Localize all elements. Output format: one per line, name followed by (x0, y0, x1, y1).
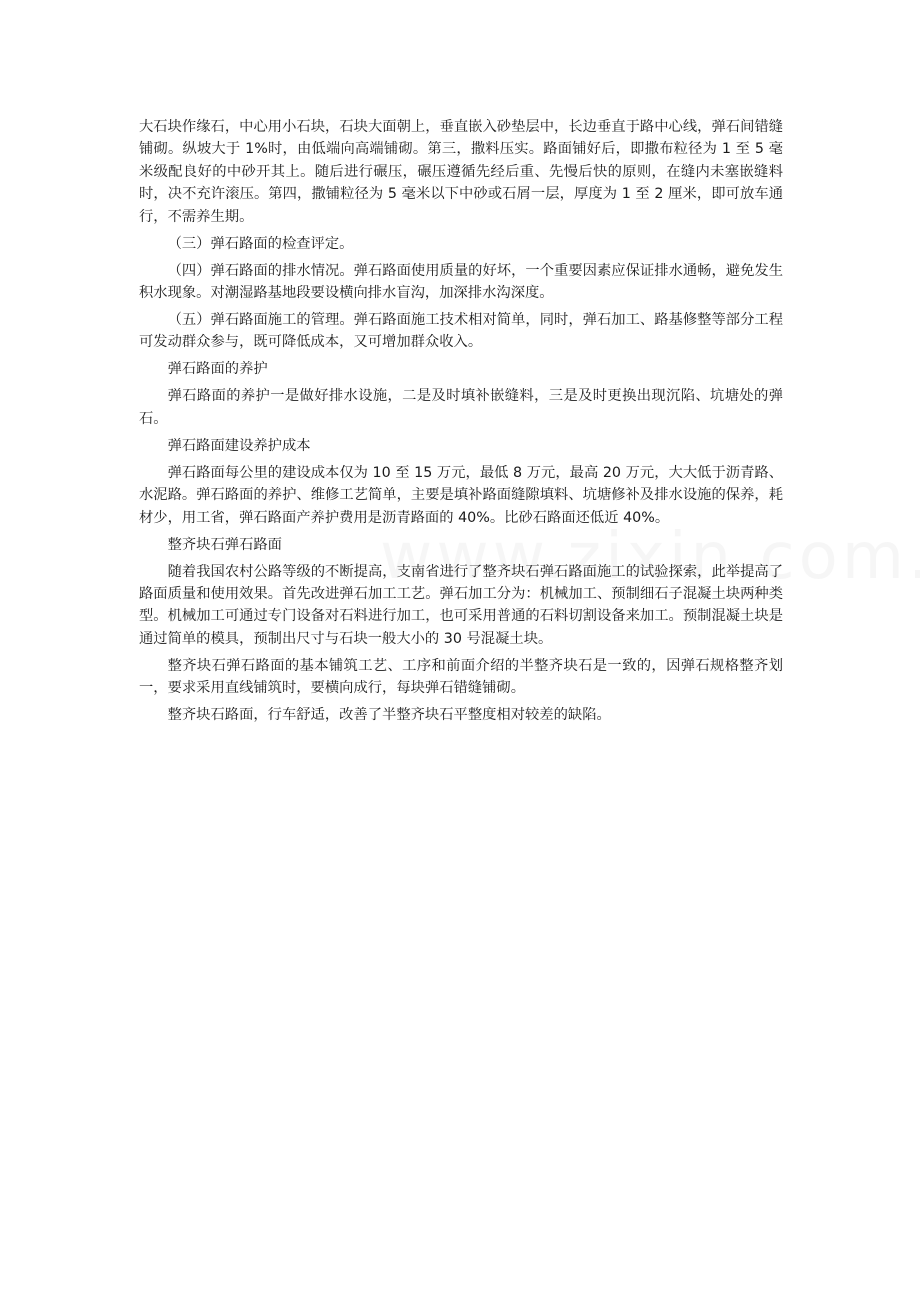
paragraph-regular-block-process: 整齐块石弹石路面的基本铺筑工艺、工序和前面介绍的半整齐块石是一致的，因弹石规格整齐划一，要求采用直线铺筑时，要横向成行，每块弹石错缝铺砌。 (139, 657, 783, 697)
section-heading-maintenance: 弹石路面的养护 (167, 361, 268, 378)
paragraph-drainage: （四）弹石路面的排水情况。弹石路面使用质量的好坏，一个重要因素应保证排水通畅，避免发生积水现象。对潮湿路基地段要设横向排水盲沟，加深排水沟深度。 (139, 262, 783, 302)
paragraph-cost: 弹石路面每公里的建设成本仅为 10 至 15 万元，最低 8 万元，最高 20 万元，大大低于沥青路、水泥路。弹石路面的养护、维修工艺简单，主要是填补路面缝隙填料、坑塘修补及排水设施的保养，耗材少，用工省，弹石路面产养护费用是沥青路面的 40%。比砂石路面还低近 40%。 (139, 464, 783, 526)
paragraph-construction-steps: 大石块作缘石，中心用小石块，石块大面朝上，垂直嵌入砂垫层中，长边垂直于路中心线，弹石间错缝铺砌。纵坡大于 1%时，由低端向高端铺砌。第三，撒料压实。路面铺好后，即撒布粒径为 1 至 5 毫米级配良好的中砂开其上。随后进行碾压，碾压遵循先经后重、先慢后快的原则，在缝内未塞嵌缝料时，决不充许滚压。第四，撒铺粒径为 5 毫米以下中砂或石屑一层，厚度为 1 至 2 厘米，即可放车通行，不需养生期。 (139, 119, 783, 225)
document-body (139, 116, 783, 727)
paragraph-inspection: （三）弹石路面的检查评定。 (167, 235, 354, 252)
section-heading-cost: 弹石路面建设养护成本 (167, 437, 311, 454)
paragraph-maintenance: 弹石路面的养护一是做好排水设施，二是及时填补嵌缝料，三是及时更换出现沉陷、坑塘处的弹石。 (139, 388, 783, 427)
paragraph-regular-block-intro: 随着我国农村公路等级的不断提高，支南省进行了整齐块石弹石路面施工的试验探索，此举提高了路面质量和使用效果。首先改进弹石加工工艺。弹石加工分为：机械加工、预制细石子混凝土块两种类型。机械加工可通过专门设备对石料进行加工，也可采用普通的石料切割设备来加工。预制混凝土块是通过简单的模具，预制出尺寸与石块一般大小的 30 号混凝土块。 (139, 563, 783, 647)
paragraph-management: （五）弹石路面施工的管理。弹石路面施工技术相对简单，同时，弹石加工、路基修整等部分工程可发动群众参与，既可降低成本，又可增加群众收入。 (139, 312, 783, 351)
section-heading-regular-block: 整齐块石弹石路面 (167, 536, 282, 553)
paragraph-regular-block-benefit: 整齐块石路面，行车舒适，改善了半整齐块石平整度相对较差的缺陷。 (167, 707, 611, 724)
